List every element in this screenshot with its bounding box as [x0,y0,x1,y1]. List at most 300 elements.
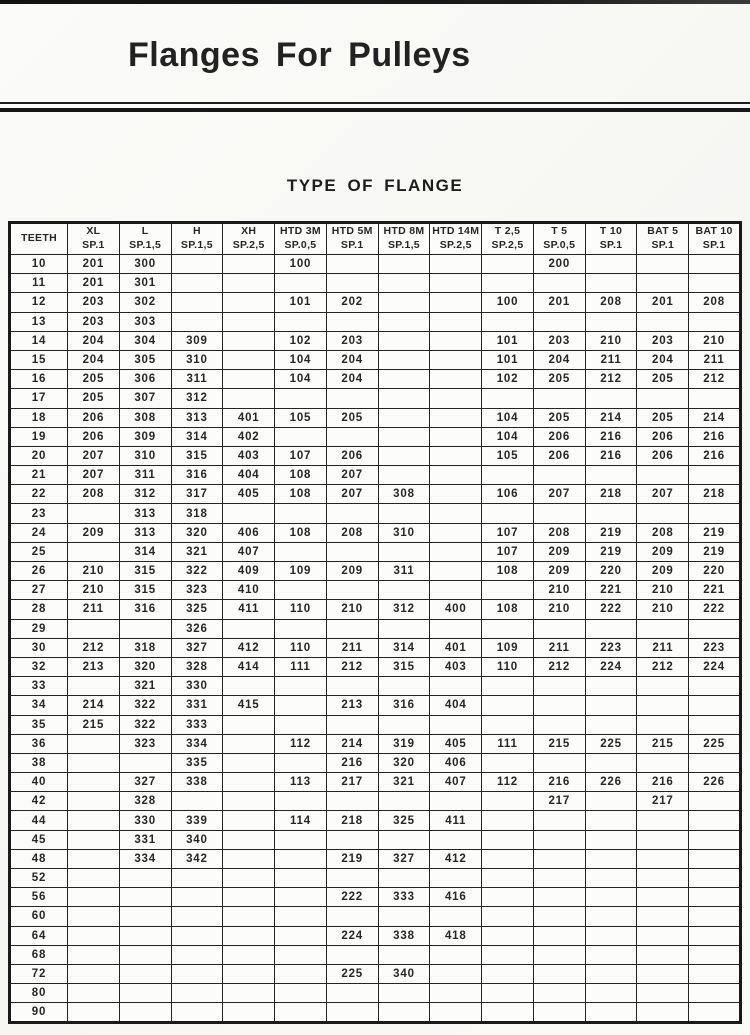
table-cell: 201 [68,274,120,293]
table-cell [585,677,637,696]
teeth-cell: 40 [10,773,68,792]
teeth-cell: 23 [10,504,68,523]
table-cell: 415 [223,696,275,715]
table-cell [585,696,637,715]
table-row [10,1003,741,1022]
teeth-cell: 68 [10,945,68,964]
column-header-pitch: SP.1 [702,239,726,251]
table-cell [378,504,430,523]
table-cell: 327 [171,638,223,657]
teeth-cell: 11 [10,274,68,293]
table-cell: 322 [119,696,171,715]
table-cell: 331 [171,696,223,715]
table-cell: 207 [326,466,378,485]
table-row [10,753,741,772]
table-cell: 225 [326,964,378,983]
table-cell [326,830,378,849]
table-cell: 318 [119,638,171,657]
table-cell: 310 [171,350,223,369]
table-cell: 405 [223,485,275,504]
table-cell [171,984,223,1003]
table-cell [378,984,430,1003]
table-cell [482,312,534,331]
table-cell [68,734,120,753]
table-cell [326,389,378,408]
table-cell [533,907,585,926]
teeth-cell: 13 [10,312,68,331]
table-cell [533,1003,585,1022]
table-cell [482,466,534,485]
table-row [10,350,741,369]
table-cell [223,849,275,868]
table-row [10,312,741,331]
table-cell: 206 [637,446,689,465]
column-header [326,223,378,255]
table-cell: 313 [171,408,223,427]
table-cell: 224 [585,657,637,676]
table-cell [430,427,482,446]
table-cell: 210 [533,581,585,600]
table-cell [637,830,689,849]
table-cell: 206 [637,427,689,446]
table-cell [378,830,430,849]
table-cell [637,619,689,638]
table-cell: 107 [482,523,534,542]
table-cell [637,504,689,523]
header-row [10,223,741,255]
table-cell [430,274,482,293]
table-cell [275,984,327,1003]
table-cell [585,255,637,274]
table-cell: 219 [585,523,637,542]
column-header-name: HTD 3M [280,225,321,238]
teeth-cell: 25 [10,542,68,561]
table-cell: 214 [68,696,120,715]
table-cell: 226 [689,773,741,792]
table-cell: 326 [171,619,223,638]
column-header-pitch: SP.2,5 [491,239,524,251]
table-cell: 100 [482,293,534,312]
table-cell: 205 [326,408,378,427]
table-cell [533,389,585,408]
table-cell [378,619,430,638]
table-cell [482,830,534,849]
table-cell [637,849,689,868]
table-cell [378,677,430,696]
table-cell: 209 [637,562,689,581]
table-cell: 208 [689,293,741,312]
table-cell [585,984,637,1003]
table-cell: 217 [326,773,378,792]
table-cell: 110 [482,657,534,676]
table-cell: 210 [326,600,378,619]
table-row [10,370,741,389]
table-cell: 205 [68,370,120,389]
column-header [119,223,171,255]
table-cell [119,926,171,945]
table-cell [171,964,223,983]
table-cell: 203 [637,331,689,350]
table-cell: 206 [68,427,120,446]
table-cell [68,849,120,868]
table-cell [223,677,275,696]
table-cell [533,945,585,964]
table-cell [119,869,171,888]
table-cell: 218 [689,485,741,504]
table-cell [585,907,637,926]
table-cell [482,504,534,523]
table-cell: 209 [326,562,378,581]
table-body [10,255,741,1023]
table-cell [689,792,741,811]
table-cell: 108 [482,600,534,619]
table-cell: 312 [378,600,430,619]
table-cell [585,811,637,830]
table-cell: 313 [119,523,171,542]
table-cell [223,907,275,926]
table-cell [171,792,223,811]
table-cell [223,964,275,983]
table-row [10,542,741,561]
teeth-cell: 64 [10,926,68,945]
teeth-cell: 21 [10,466,68,485]
table-cell: 325 [378,811,430,830]
flange-table [8,221,742,1024]
table-cell [533,964,585,983]
table-cell: 217 [533,792,585,811]
table-cell: 221 [689,581,741,600]
table-cell [689,926,741,945]
table-cell: 216 [689,446,741,465]
table-row [10,504,741,523]
column-header-name: T 5 [551,225,568,238]
table-cell: 306 [119,370,171,389]
table-cell [171,945,223,964]
table-cell: 205 [637,370,689,389]
table-cell: 214 [585,408,637,427]
teeth-cell: 38 [10,753,68,772]
table-caption: TYPE OF FLANGE [286,176,464,195]
table-cell [119,1003,171,1022]
column-header-pitch: SP.0,5 [543,239,576,251]
table-cell [378,542,430,561]
table-cell [585,830,637,849]
teeth-cell: 29 [10,619,68,638]
table-cell [378,331,430,350]
table-cell: 314 [119,542,171,561]
table-cell [68,869,120,888]
table-cell: 211 [689,350,741,369]
table-cell [430,984,482,1003]
table-cell: 334 [119,849,171,868]
column-header-pitch: SP.1,5 [129,239,162,251]
table-cell [430,869,482,888]
column-header-name: H [192,225,201,238]
table-cell: 320 [119,657,171,676]
column-header [378,223,430,255]
table-cell: 316 [119,600,171,619]
table-cell [68,542,120,561]
table-cell: 219 [585,542,637,561]
table-cell [482,696,534,715]
table-cell [430,446,482,465]
table-cell [275,274,327,293]
table-cell [378,945,430,964]
table-cell [378,466,430,485]
table-cell [378,350,430,369]
table-cell [223,773,275,792]
table-cell [482,888,534,907]
table-cell: 113 [275,773,327,792]
table-cell [326,1003,378,1022]
table-cell: 221 [585,581,637,600]
table-cell [430,830,482,849]
table-cell [223,312,275,331]
table-cell [275,619,327,638]
table-cell [689,849,741,868]
table-cell: 210 [637,581,689,600]
table-cell: 208 [68,485,120,504]
table-cell [482,715,534,734]
table-cell: 200 [533,255,585,274]
table-cell [119,984,171,1003]
table-cell: 320 [171,523,223,542]
table-cell: 212 [689,370,741,389]
teeth-cell: 12 [10,293,68,312]
teeth-cell: 34 [10,696,68,715]
table-cell: 222 [326,888,378,907]
table-cell: 414 [223,657,275,676]
table-row [10,485,741,504]
table-cell: 312 [171,389,223,408]
table-cell: 338 [378,926,430,945]
table-cell: 220 [585,562,637,581]
table-row [10,734,741,753]
table-cell [223,888,275,907]
table-row [10,907,741,926]
teeth-cell: 48 [10,849,68,868]
table-cell [430,1003,482,1022]
table-cell [585,888,637,907]
table-cell [68,926,120,945]
table-cell [482,619,534,638]
table-cell [275,869,327,888]
table-cell [533,869,585,888]
table-row [10,657,741,676]
table-cell: 340 [171,830,223,849]
table-cell [378,446,430,465]
table-cell: 312 [119,485,171,504]
table-cell: 321 [378,773,430,792]
table-cell [378,255,430,274]
table-cell: 315 [171,446,223,465]
table-cell: 403 [223,446,275,465]
table-cell [326,255,378,274]
table-cell [275,753,327,772]
table-cell: 108 [482,562,534,581]
table-cell [585,792,637,811]
table-cell: 323 [171,581,223,600]
table-cell: 218 [326,811,378,830]
table-row [10,811,741,830]
table-cell [533,619,585,638]
table-cell [430,562,482,581]
table-cell [430,331,482,350]
column-header-pitch: SP.1,5 [180,239,213,251]
table-cell [430,293,482,312]
table-cell: 301 [119,274,171,293]
column-header [223,223,275,255]
table-cell [482,389,534,408]
table-row [10,293,741,312]
column-header [533,223,585,255]
table-cell: 106 [482,485,534,504]
table-cell [482,581,534,600]
teeth-cell: 60 [10,907,68,926]
table-cell [223,830,275,849]
table-cell: 210 [585,331,637,350]
page-top-edge [0,0,750,4]
table-cell [637,312,689,331]
table-cell: 210 [533,600,585,619]
table-cell: 209 [68,523,120,542]
table-cell [68,964,120,983]
table-cell [275,849,327,868]
table-cell: 204 [326,370,378,389]
table-cell: 105 [482,446,534,465]
table-row [10,274,741,293]
table-cell [482,811,534,830]
table-cell: 216 [533,773,585,792]
table-cell: 407 [430,773,482,792]
table-cell: 215 [637,734,689,753]
table-cell [585,504,637,523]
table-cell: 405 [430,734,482,753]
table-cell [430,255,482,274]
table-cell: 226 [585,773,637,792]
table-cell: 325 [171,600,223,619]
table-cell: 304 [119,331,171,350]
table-cell: 224 [326,926,378,945]
table-cell [275,945,327,964]
table-cell [378,389,430,408]
table-cell: 216 [689,427,741,446]
table-cell [223,274,275,293]
table-cell: 207 [326,485,378,504]
table-cell [430,619,482,638]
table-cell: 204 [326,350,378,369]
table-cell [689,312,741,331]
column-header-pitch: SP.1 [599,239,623,251]
table-cell: 310 [378,523,430,542]
teeth-cell: 35 [10,715,68,734]
table-cell [275,888,327,907]
table-cell: 216 [585,427,637,446]
table-cell [378,274,430,293]
teeth-cell: 20 [10,446,68,465]
table-cell [275,1003,327,1022]
table-cell [223,984,275,1003]
table-row [10,945,741,964]
table-cell [533,466,585,485]
table-cell [326,715,378,734]
table-cell [378,1003,430,1022]
table-cell: 224 [689,657,741,676]
table-cell [430,581,482,600]
table-cell [223,734,275,753]
table-cell: 109 [275,562,327,581]
table-cell: 406 [430,753,482,772]
table-cell [326,504,378,523]
table-cell: 335 [171,753,223,772]
table-cell [119,753,171,772]
table-cell [275,964,327,983]
column-header-pitch: SP.0,5 [284,239,317,251]
table-cell [533,715,585,734]
table-cell: 342 [171,849,223,868]
table-cell: 104 [482,427,534,446]
teeth-cell: 45 [10,830,68,849]
table-cell [171,1003,223,1022]
table-cell: 212 [326,657,378,676]
table-cell [482,964,534,983]
table-cell: 401 [430,638,482,657]
table-cell: 404 [223,466,275,485]
table-cell: 216 [585,446,637,465]
table-cell [326,792,378,811]
table-cell: 201 [68,255,120,274]
table-cell [585,715,637,734]
table-cell [223,255,275,274]
table-cell: 219 [689,523,741,542]
table-cell: 412 [223,638,275,657]
table-cell: 328 [119,792,171,811]
teeth-cell: 44 [10,811,68,830]
table-cell [585,926,637,945]
table-cell: 210 [68,562,120,581]
table-cell: 213 [68,657,120,676]
table-cell [326,907,378,926]
teeth-cell: 14 [10,331,68,350]
table-cell [275,504,327,523]
table-cell [430,466,482,485]
table-cell [430,945,482,964]
table-cell [689,696,741,715]
table-cell [326,619,378,638]
table-cell [171,293,223,312]
table-cell [585,849,637,868]
table-cell: 216 [637,773,689,792]
table-cell [378,581,430,600]
table-cell [533,274,585,293]
table-cell [68,753,120,772]
table-cell: 309 [171,331,223,350]
table-cell: 206 [533,446,585,465]
table-cell [223,293,275,312]
table-cell [326,677,378,696]
table-cell: 333 [171,715,223,734]
table-cell: 305 [119,350,171,369]
teeth-cell: 32 [10,657,68,676]
table-cell [275,830,327,849]
table-cell [378,869,430,888]
table-cell: 202 [326,293,378,312]
teeth-cell: 90 [10,1003,68,1022]
table-cell [430,408,482,427]
table-cell: 108 [275,466,327,485]
teeth-cell: 27 [10,581,68,600]
table-cell: 407 [223,542,275,561]
